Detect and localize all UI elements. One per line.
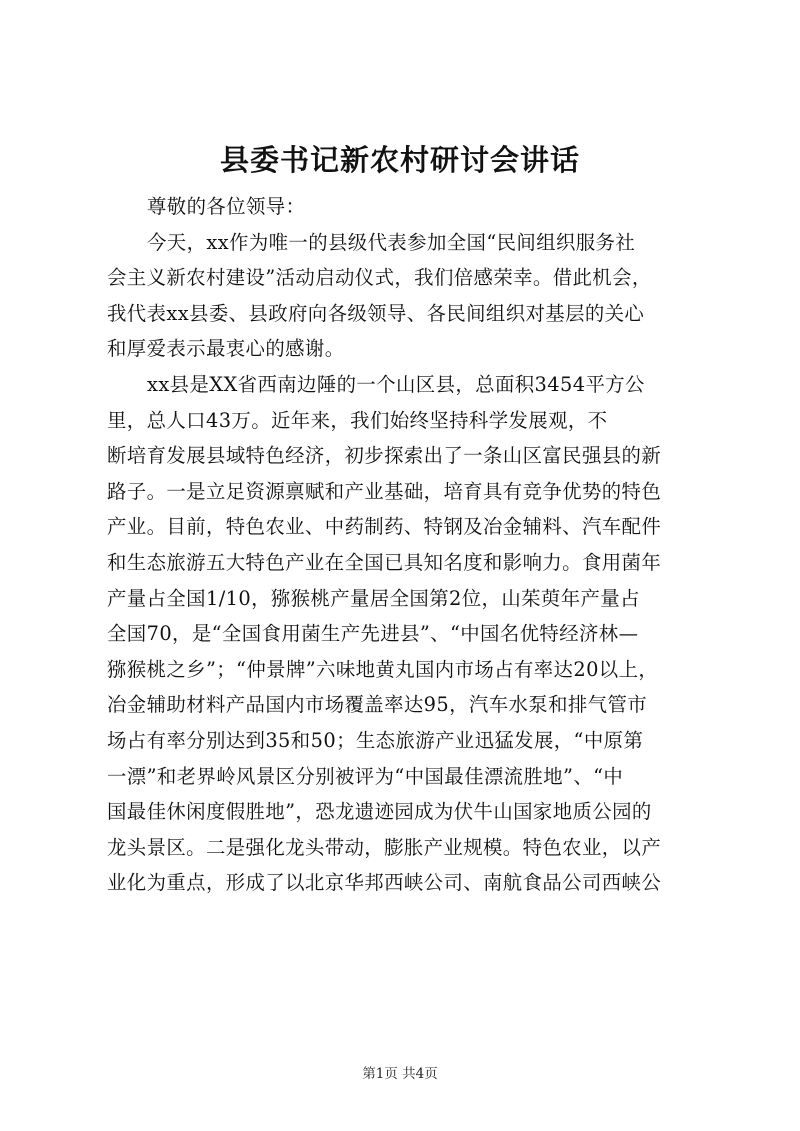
paragraph-2-line-3: 断培育发展县域特色经济，初步探索出了一条山区富民强县的新 — [107, 444, 662, 468]
paragraph-2-line-6: 和生态旅游五大特色产业在全国已具知名度和影响力。食用菌年 — [107, 550, 662, 574]
paragraph-1-line-1: 今天，xx作为唯一的县级代表参加全国“民间组织服务社 — [147, 230, 636, 254]
paragraph-1-line-3: 我代表xx县委、县政府向各级领导、各民间组织对基层的关心 — [107, 301, 645, 325]
paragraph-2-line-7: 产量占全国1/10，猕猴桃产量居全国第2位，山茱萸年产量占 — [107, 586, 640, 610]
paragraph-2-line-14: 龙头景区。二是强化龙头带动，膨胀产业规模。特色农业，以产 — [107, 835, 662, 859]
page-number-footer: 第1页 共4页 — [362, 1066, 438, 1082]
paragraph-2-line-11: 场占有率分别达到35和50；生态旅游产业迅猛发展，“中原第 — [107, 728, 644, 752]
salutation: 尊敬的各位领导： — [147, 195, 306, 218]
paragraph-2-line-13: 国最佳休闲度假胜地”，恐龙遗迹园成为伏牛山国家地质公园的 — [107, 800, 652, 824]
paragraph-2-line-5: 产业。目前，特色农业、中药制药、特钢及冶金辅料、汽车配件 — [107, 515, 662, 539]
paragraph-2-line-1: xx县是XX省西南边陲的一个山区县，总面积3454平方公 — [147, 372, 645, 396]
paragraph-2-line-4: 路子。一是立足资源禀赋和产业基础，培育具有竞争优势的特色 — [107, 479, 662, 503]
paragraph-2-line-8: 全国70，是“全国食用菌生产先进县”、“中国名优特经济林— — [107, 622, 639, 646]
paragraph-2-line-10: 冶金辅助材料产品国内市场覆盖率达95，汽车水泵和排气管市 — [107, 693, 648, 717]
document-body — [107, 189, 700, 901]
paragraph-2-line-12: 一漂”和老界岭风景区分别被评为“中国最佳漂流胜地”、“中 — [107, 764, 624, 788]
document-title: 县委书记新农村研讨会讲话 — [219, 143, 580, 177]
paragraph-1-line-2: 会主义新农村建设”活动启动仪式，我们倍感荣幸。借此机会， — [107, 266, 652, 290]
paragraph-2-line-2: 里，总人口43万。近年来，我们始终坚持科学发展观，不 — [107, 408, 608, 432]
paragraph-2-line-15: 业化为重点，形成了以北京华邦西峡公司、南航食品公司西峡公 — [107, 871, 662, 895]
paragraph-2-line-9: 猕猴桃之乡”；“仲景牌”六味地黄丸国内市场占有率达20以上， — [107, 657, 659, 681]
paragraph-1-line-4: 和厚爱表示最衷心的感谢。 — [107, 337, 345, 361]
